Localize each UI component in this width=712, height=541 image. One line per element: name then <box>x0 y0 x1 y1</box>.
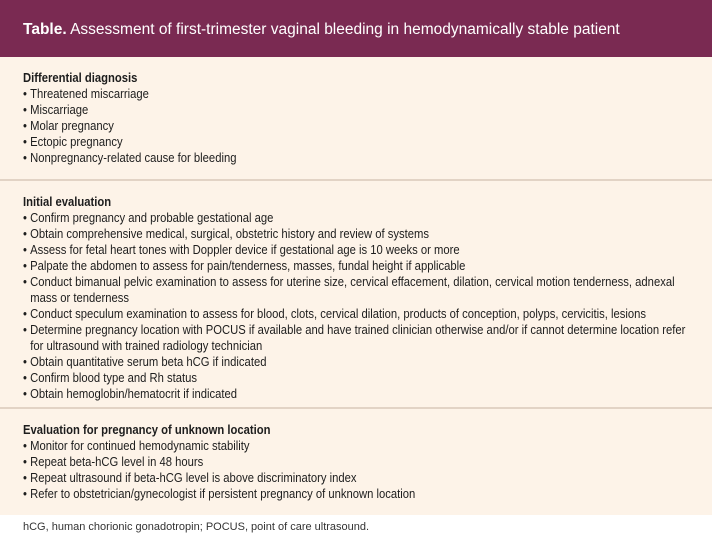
footnote: hCG, human chorionic gonadotropin; POCUS, point of care ultrasound. <box>23 521 370 533</box>
list-item: • Nonpregnancy-related cause for bleeding <box>23 150 696 166</box>
section-differential-diagnosis <box>0 57 712 179</box>
list-item: • Obtain comprehensive medical, surgical, obstetric history and review of systems <box>23 226 696 242</box>
list-item: • Assess for fetal heart tones with Doppler device if gestational age is 10 weeks or more <box>23 242 696 258</box>
table-body <box>0 57 712 515</box>
bullet-list <box>23 438 702 502</box>
list-item: • Molar pregnancy <box>23 118 696 134</box>
list-item: • Conduct speculum examination to assess for blood, clots, cervical dilation, products of conception, polyps, cervicitis, lesions <box>23 306 696 322</box>
list-item: • Repeat ultrasound if beta-hCG level is above discriminatory index <box>23 470 696 486</box>
list-item: • Palpate the abdomen to assess for pain/tenderness, masses, fundal height if applicable <box>23 258 696 274</box>
list-item: • Obtain hemoglobin/hematocrit if indicated <box>23 386 696 402</box>
list-item: • Confirm blood type and Rh status <box>23 370 696 386</box>
list-item: • Confirm pregnancy and probable gestational age <box>23 210 696 226</box>
list-item: • Obtain quantitative serum beta hCG if indicated <box>23 354 696 370</box>
list-item: • Miscarriage <box>23 102 696 118</box>
section-initial-evaluation <box>0 179 712 407</box>
table-title: Assessment of first-trimester vaginal bleeding in hemodynamically stable patient <box>66 21 620 38</box>
list-item: • Refer to obstetrician/gynecologist if persistent pregnancy of unknown location <box>23 486 696 502</box>
bullet-list <box>23 86 702 166</box>
bullet-list <box>23 210 702 402</box>
list-item: • Ectopic pregnancy <box>23 134 696 150</box>
table-title-bar <box>0 0 712 57</box>
list-item: • Determine pregnancy location with POCUS if available and have trained clinician otherwise and/or if cannot determine location refer for ultrasound with trained radiology technician <box>23 322 696 354</box>
list-item: • Conduct bimanual pelvic examination to assess for uterine size, cervical effacement, dilation, cervical motion tenderness, adnexal mass or tenderness <box>23 274 696 306</box>
section-pregnancy-unknown-location <box>0 407 712 515</box>
list-item: • Threatened miscarriage <box>23 86 696 102</box>
list-item: • Monitor for continued hemodynamic stability <box>23 438 696 454</box>
section-heading: Evaluation for pregnancy of unknown location <box>23 423 271 437</box>
section-heading: Initial evaluation <box>23 195 112 209</box>
list-item: • Repeat beta-hCG level in 48 hours <box>23 454 696 470</box>
section-heading: Differential diagnosis <box>23 71 138 85</box>
table-label: Table. <box>23 21 67 38</box>
